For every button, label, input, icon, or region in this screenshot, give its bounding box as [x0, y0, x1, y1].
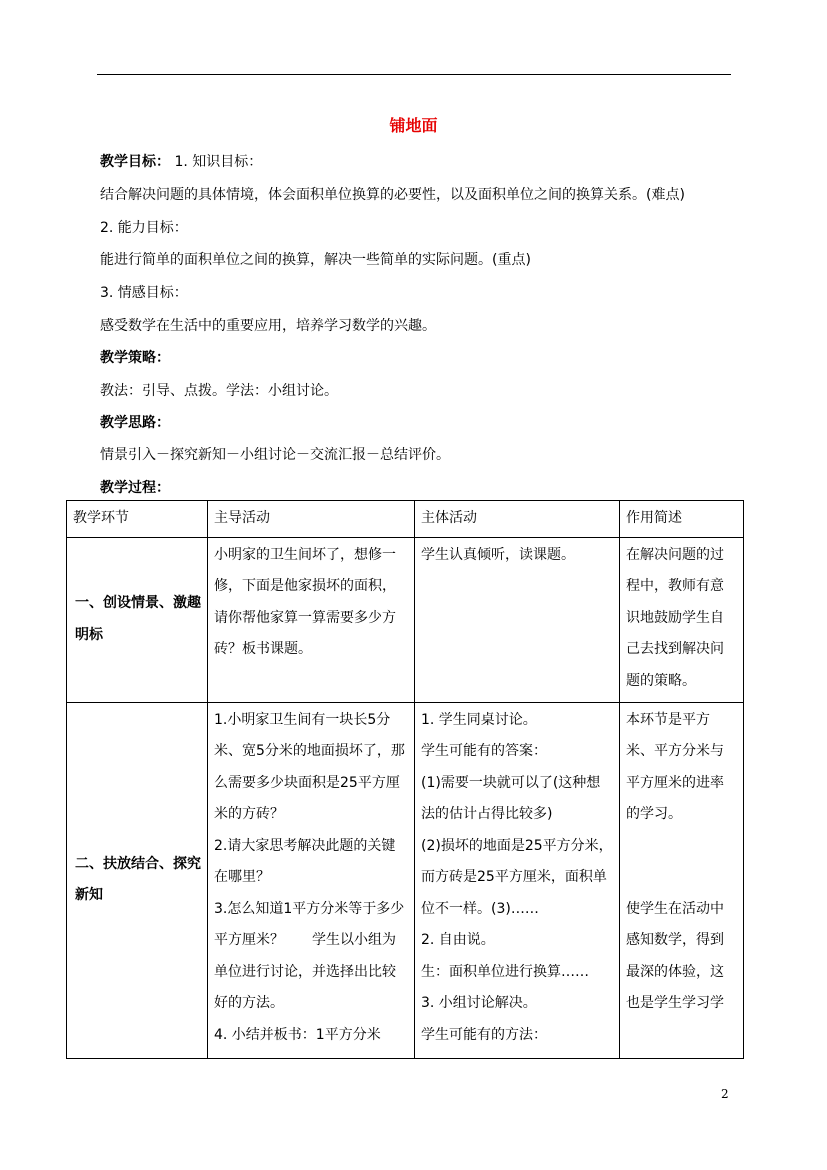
- row2-student: [415, 702, 620, 1058]
- document-title: 铺地面: [389, 116, 438, 135]
- row1-student-p1: 学生认真倾听，读课题。: [421, 546, 575, 563]
- row2-purpose-p2: 使学生在活动中感知数学，得到最深的体验，这也是学生学习学: [626, 900, 724, 1011]
- table-row: [67, 702, 744, 1058]
- row2-student-p1: 1. 学生同桌讨论。: [421, 711, 537, 728]
- row2-student-p3: (1)需要一块就可以了(这种想法的估计占得比较多): [421, 774, 601, 822]
- objective3-heading: 3. 情感目标：: [100, 285, 188, 301]
- row2-student-p6: 生：面积单位进行换算……: [421, 963, 589, 980]
- header-stage: 教学环节: [67, 501, 208, 538]
- row1-stage: 一、创设情景、激趣明标: [67, 537, 208, 702]
- row1-lead-p1: 小明家的卫生间坏了，想修一修，下面是他家损坏的面积，请你帮他家算一算需要多少方砖？板书课题。: [214, 546, 396, 657]
- row1-purpose-p1: 在解决问题的过程中，教师有意识地鼓励学生自己去找到解决问题的策略。: [626, 546, 724, 689]
- row2-purpose-p1: 本环节是平方米、平方分米与平方厘米的进率的学习。: [626, 711, 724, 822]
- approach-label: 教学思路：: [100, 415, 170, 431]
- row2-lead-p1: 1.小明家卫生间有一块长5分米、宽5分米的地面损坏了，那么需要多少块面积是25平方厘米的方砖？: [214, 711, 405, 822]
- row2-lead-p4: 4. 小结并板书：1平方分米: [214, 1026, 381, 1043]
- row1-purpose: [620, 537, 744, 702]
- header-lead: 主导活动: [208, 501, 415, 538]
- objective2-text: 能进行简单的面积单位之间的换算，解决一些简单的实际问题。(重点): [100, 252, 531, 268]
- objective2-heading: 2. 能力目标：: [100, 220, 188, 236]
- strategy-label: 教学策略：: [100, 350, 170, 366]
- objectives-line: [100, 151, 262, 171]
- header-student: 主体活动: [415, 501, 620, 538]
- row2-stage: 二、扶放结合、探究新知: [67, 702, 208, 1058]
- approach-text: 情景引入－探究新知－小组讨论－交流汇报－总结评价。: [100, 447, 450, 463]
- row2-student-p5: 2. 自由说。: [421, 932, 495, 948]
- objectives-label: 教学目标：: [100, 154, 170, 170]
- row1-lead: [208, 537, 415, 702]
- objective3-text: 感受数学在生活中的重要应用，培养学习数学的兴趣。: [100, 318, 436, 334]
- row2-purpose-gap: [626, 831, 737, 894]
- header-rule: [97, 74, 731, 75]
- row2-lead-p2: 2.请大家思考解决此题的关键在哪里？: [214, 837, 396, 885]
- process-label: 教学过程：: [100, 480, 170, 496]
- row2-student-p4: (2)损坏的地面是25平方分米，而方砖是25平方厘米，面积单位不一样。(3)……: [421, 837, 613, 917]
- strategy-text: 教法：引导、点拨。学法：小组讨论。: [100, 383, 338, 399]
- process-table: [66, 500, 744, 1059]
- row1-student: [415, 537, 620, 702]
- table-row: [67, 537, 744, 702]
- objective1-heading: 1. 知识目标：: [174, 154, 263, 170]
- row2-lead-p3: 3.怎么知道1平方分米等于多少平方厘米？ 学生以小组为单位进行讨论，并选择出比较好的方法。: [214, 900, 405, 1011]
- row2-student-p7: 3. 小组讨论解决。: [421, 995, 537, 1011]
- row2-student-p2: 学生可能有的答案：: [421, 743, 547, 759]
- header-purpose: 作用简述: [620, 501, 744, 538]
- page-number: 2: [721, 1087, 729, 1101]
- row2-purpose: [620, 702, 744, 1058]
- objective1-text: 结合解决问题的具体情境，体会面积单位换算的必要性，以及面积单位之间的换算关系。(难点): [100, 187, 685, 203]
- row2-lead: [208, 702, 415, 1058]
- row2-student-p8: 学生可能有的方法：: [421, 1026, 547, 1043]
- table-header-row: [67, 501, 744, 538]
